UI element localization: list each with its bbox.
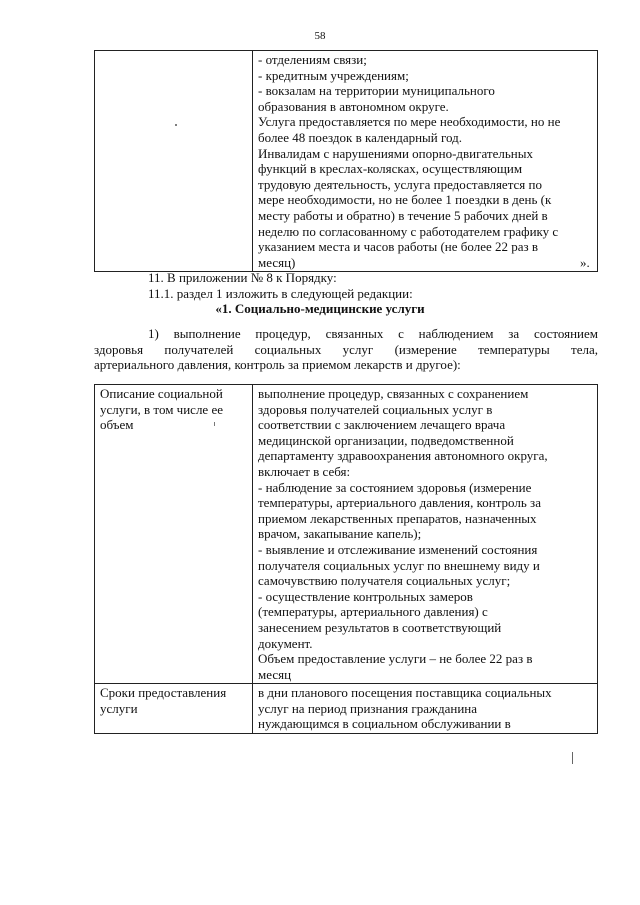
row-label-terms [95,684,253,734]
table-row [95,684,598,734]
table-text-line: Услуга предоставляется по мере необходимости, но не [258,114,561,130]
table-text-line: Инвалидам с нарушениями опорно-двигательных [258,145,533,161]
table-text-line: получателя социальных услуг по внешнему виду и [258,557,540,573]
table-text-line: - отделениям связи; [258,52,367,67]
table-text-line: температуры, артериального давления, контроль за [258,495,541,511]
scan-speck [214,422,215,426]
table-text-line: (температуры, артериального давления) с [258,604,488,620]
label-line: объем [100,417,134,433]
table-row [95,51,598,272]
label-line: Сроки предоставления [100,685,227,701]
table-text-line: включает в себя: [258,463,351,479]
item-11-1: 11.1. раздел 1 изложить в следующей редакции: [148,286,413,301]
scan-mark [572,752,573,764]
table-cell-text [253,51,598,272]
table-text-line: нуждающимся в социальном обслуживании в [258,716,511,732]
paragraph-1 [94,326,598,373]
page-number: 58 [314,30,326,42]
table-text-line: месяц) [258,254,296,270]
table-text-line: - вокзалам на территории муниципального [258,83,495,99]
table-text-line: трудовую деятельность, услуга предоставляется по [258,176,542,192]
table-text-line: функций в креслах-колясках, осуществляющим [258,161,523,177]
item-11: 11. В приложении № 8 к Порядку: [148,270,337,285]
closing-quote: ». [580,255,590,270]
table-text-line: выполнение процедур, связанных с сохранением [258,386,529,401]
table-text-line: указанием места и часов работы (не более 22 раз в [258,239,539,255]
label-line: Описание социальной [100,386,223,401]
table-text-line: - выявление и отслеживание изменений состояния [258,541,538,557]
table-text-line: здоровья получателей социальных услуг в [258,401,493,417]
table-text-line: департаменту здравоохранения автономного округа, [258,448,548,464]
row-value-terms [253,684,598,734]
table-row [95,385,598,684]
table-text-line: неделю по согласованному с работодателем графику с [258,223,559,239]
label-line: услуги, в том числе ее [100,401,223,417]
row-label-description [95,385,253,684]
table-text-line: медицинской организации, подведомственной [258,432,514,448]
table-cell-empty [95,51,253,272]
label-line: услуги [100,700,138,716]
table-text-line: - осуществление контрольных замеров [258,588,473,604]
table-text-line: соответствии с заключением лечащего врача [258,417,506,433]
table-text-line: более 48 поездок в календарный год. [258,129,462,145]
table-text-line: приемом лекарственных препаратов, назначенных [258,510,537,526]
table-text-line: в дни планового посещения поставщика социальных [258,685,552,701]
table-text-line: услуг на период признания гражданина [258,700,478,716]
paragraph-line: артериального давления, контроль за приемом лекарств и другое): [94,357,461,373]
row-value-description [253,385,598,684]
table-text-line: месяц [258,666,292,682]
services-table-continued [94,50,598,272]
table-text-line: Объем предоставление услуги – не более 22 раз в [258,651,533,667]
table-text-line: документ. [258,635,313,651]
table-text-line: занесением результатов в соответствующий [258,619,502,635]
table-text-line: образования в автономном округе. [258,98,449,114]
paragraph-line: 1) выполнение процедур, связанных с наблюдением за состоянием [148,326,598,341]
table-text-line: мере необходимости, но не более 1 поездки в день (к [258,192,552,208]
section-heading: «1. Социально-медицинские услуги [215,301,425,316]
scan-speck [175,124,177,126]
table-text-line: самочувствию получателя социальных услуг; [258,573,511,589]
table-text-line: - наблюдение за состоянием здоровья (измерение [258,479,532,495]
table-text-line: врачом, закапывание капель); [258,526,422,542]
service-description-table [94,384,598,734]
paragraph-line: здоровья получателей социальных услуг (измерение температуры тела, [94,341,598,357]
table-text-line: месту работы и обратно) в течение 5 рабочих дней в [258,207,548,223]
table-text-line: - кредитным учреждениям; [258,67,409,83]
